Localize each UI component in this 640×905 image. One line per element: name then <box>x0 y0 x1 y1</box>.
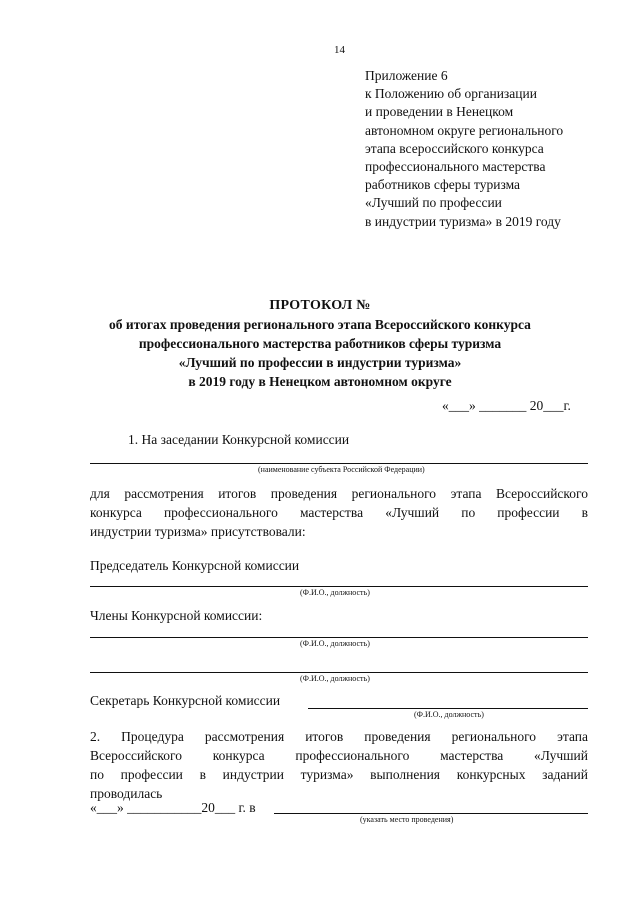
secretary-label: Секретарь Конкурсной комиссии <box>90 693 281 708</box>
section1-para-line: для рассмотрения итогов проведения регионального этапа Всероссийского <box>90 486 588 501</box>
title-line: в 2019 году в Ненецком автономном округе <box>188 374 452 389</box>
place-caption: (указать место проведения) <box>360 815 454 824</box>
secretary-caption: (Ф.И.О., должность) <box>414 710 484 719</box>
members-label: Члены Конкурсной комиссии: <box>90 608 263 623</box>
member-caption: (Ф.И.О., должность) <box>300 639 370 648</box>
protocol-date: «___» _______ 20___г. <box>442 398 571 413</box>
page-number: 14 <box>334 44 345 56</box>
appendix-line: и проведении в Ненецком <box>365 104 514 120</box>
appendix-line: профессионального мастерства <box>365 159 546 175</box>
appendix-line: этапа всероссийского конкурса <box>365 140 544 156</box>
secretary-blank-line <box>308 708 588 709</box>
section2-para-line: проводилась <box>90 786 163 801</box>
title-line: «Лучший по профессии в индустрии туризма» <box>178 355 462 370</box>
place-blank-line <box>274 813 588 814</box>
chairman-caption: (Ф.И.О., должность) <box>300 588 370 597</box>
section2-para-line: Всероссийского конкурса профессионального мастерства «Лучший <box>90 748 588 763</box>
section2-date: «___» ___________20___ г. в <box>90 800 256 815</box>
subject-caption: (наименование субъекта Российской Федерации) <box>258 465 425 474</box>
member-blank-line <box>90 672 588 673</box>
section2-para-line: по профессии в индустрии туризма» выполнения конкурсных заданий <box>90 767 588 782</box>
chairman-blank-line <box>90 586 588 587</box>
appendix-line: «Лучший по профессии <box>365 195 502 211</box>
section1-para-line: конкурса профессионального мастерства «Лучший по профессии в <box>90 505 588 520</box>
section2-para-line: 2. Процедура рассмотрения итогов проведения регионального этапа <box>90 729 588 744</box>
member-caption: (Ф.И.О., должность) <box>300 674 370 683</box>
appendix-line: Приложение 6 <box>365 68 448 83</box>
member-blank-line <box>90 637 588 638</box>
title-line: профессионального мастерства работников сферы туризма <box>138 336 502 351</box>
appendix-line: автономном округе регионального <box>365 122 564 138</box>
appendix-line: работников сферы туризма <box>365 177 521 193</box>
appendix-note <box>365 67 563 231</box>
title-line: об итогах проведения регионального этапа Всероссийского конкурса <box>109 317 531 332</box>
section1-intro: 1. На заседании Конкурсной комиссии <box>128 432 350 447</box>
subject-blank-line <box>90 463 588 464</box>
appendix-line: в индустрии туризма» в 2019 году <box>365 213 561 229</box>
chairman-label: Председатель Конкурсной комиссии <box>90 558 300 573</box>
appendix-line: к Положению об организации <box>365 86 537 102</box>
title-line: ПРОТОКОЛ № <box>269 298 371 313</box>
section1-para-line: индустрии туризма» присутствовали: <box>90 524 306 539</box>
document-title <box>60 296 580 391</box>
